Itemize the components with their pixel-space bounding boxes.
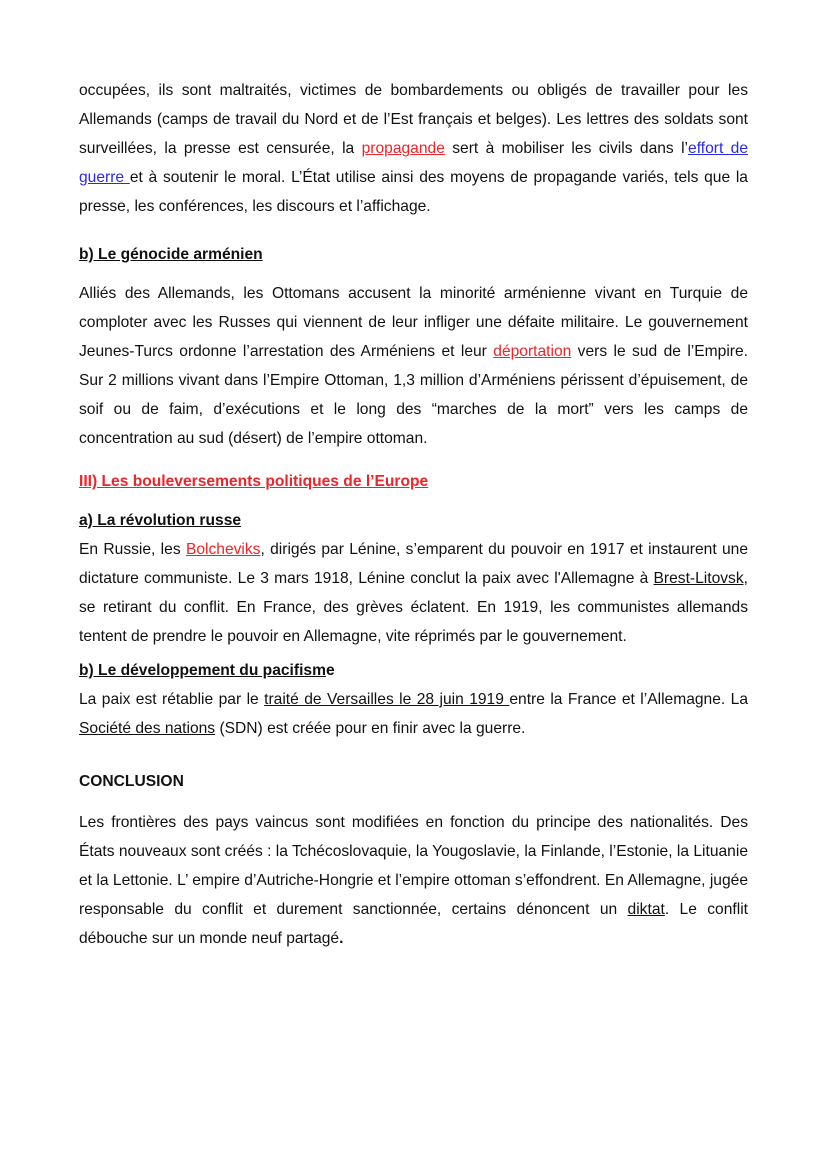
- term-societe-des-nations[interactable]: Société des nations: [79, 720, 216, 737]
- text: Les frontières des pays vaincus sont modifiées en fonction du principe des nationalités. Des États nouveaux sont créés : la Tchécoslovaquie, la Yougoslavie, la Finlande, l’Estonie, la Lituanie et la Lettonie. L’ empire d’Autriche-Hongrie et l’empire ottoman s’effondrent. En Allemagne, jugée responsable du conflit et durement sanctionnée, certains dénoncent un: [79, 814, 748, 918]
- paragraph-occupation: [79, 76, 748, 221]
- text: et à soutenir le moral. L’État utilise ainsi des moyens de propagande variés, tels que la presse, les conférences, les discours et l’affichage.: [79, 169, 748, 215]
- term-traite-versailles[interactable]: traité de Versailles le 28 juin 1919: [264, 691, 510, 708]
- text: se retirant du conflit. En France, des grèves éclatent. En 1919, les communistes allemands tentent de prendre le pouvoir en Allemagne, vite réprimés par le gouvernement.: [79, 599, 748, 645]
- text: entre la France et l’Allemagne. La: [509, 691, 748, 708]
- term-diktat[interactable]: diktat: [627, 901, 665, 918]
- subheading-genocide-armenien: b) Le génocide arménien: [79, 246, 263, 263]
- subheading-pacifisme-rest: e: [325, 662, 335, 679]
- paragraph-conclusion: [79, 808, 748, 953]
- text: (SDN) est créée pour en finir avec la guerre.: [215, 720, 526, 737]
- paragraph-revolution: [79, 535, 748, 651]
- subheading-pacifisme-underlined: b) Le développement du pacifism: [79, 662, 326, 679]
- subheading-pacifisme: [79, 659, 748, 683]
- document-page: [79, 76, 748, 953]
- text: La paix est rétablie par le: [79, 691, 265, 708]
- text-end: .: [339, 930, 344, 947]
- term-deportation[interactable]: déportation: [493, 343, 572, 360]
- paragraph-pacifisme: [79, 685, 748, 743]
- conclusion-heading: CONCLUSION: [79, 773, 184, 790]
- term-brest-litovsk[interactable]: Brest-Litovsk,: [653, 570, 748, 587]
- text: . Le conflit débouche sur un monde neuf partagé: [79, 901, 748, 947]
- term-propagande[interactable]: propagande: [361, 140, 445, 157]
- section-heading-bouleversements: III) Les bouleversements politiques de l’Europe: [79, 473, 429, 490]
- term-bolcheviks[interactable]: Bolcheviks: [185, 541, 261, 558]
- link-effort-de-guerre[interactable]: effort de guerre: [79, 140, 749, 186]
- text: sert à mobiliser les civils dans l’: [444, 140, 689, 157]
- text: En Russie, les: [79, 541, 186, 558]
- text: , dirigés par Lénine, s’emparent du pouvoir en 1917 et instaurent une dictature communiste. Le 3 mars 1918, Lénine conclut la paix avec l'Allemagne à: [79, 541, 748, 587]
- text: occupées, ils sont maltraités, victimes de bombardements ou obligés de travailler pour les Allemands (camps de travail du Nord et de l’Est français et belges). Les lettres des soldats sont surveillées, la presse est censurée, la: [79, 82, 748, 157]
- subheading-revolution-russe: a) La révolution russe: [79, 512, 242, 529]
- paragraph-genocide: [79, 279, 748, 453]
- text: vers le sud de l’Empire. Sur 2 millions vivant dans l’Empire Ottoman, 1,3 million d’Arméniens périssent d’épuisement, de soif ou de faim, d’exécutions et le long des “marches de la mort” vers les camps de concentration au sud (désert) de l’empire ottoman.: [79, 343, 748, 447]
- text: Alliés des Allemands, les Ottomans accusent la minorité arménienne vivant en Turquie de comploter avec les Russes qui viennent de leur infliger une défaite militaire. Le gouvernement Jeunes-Turcs ordonne l’arrestation des Arméniens et leur: [79, 285, 748, 360]
